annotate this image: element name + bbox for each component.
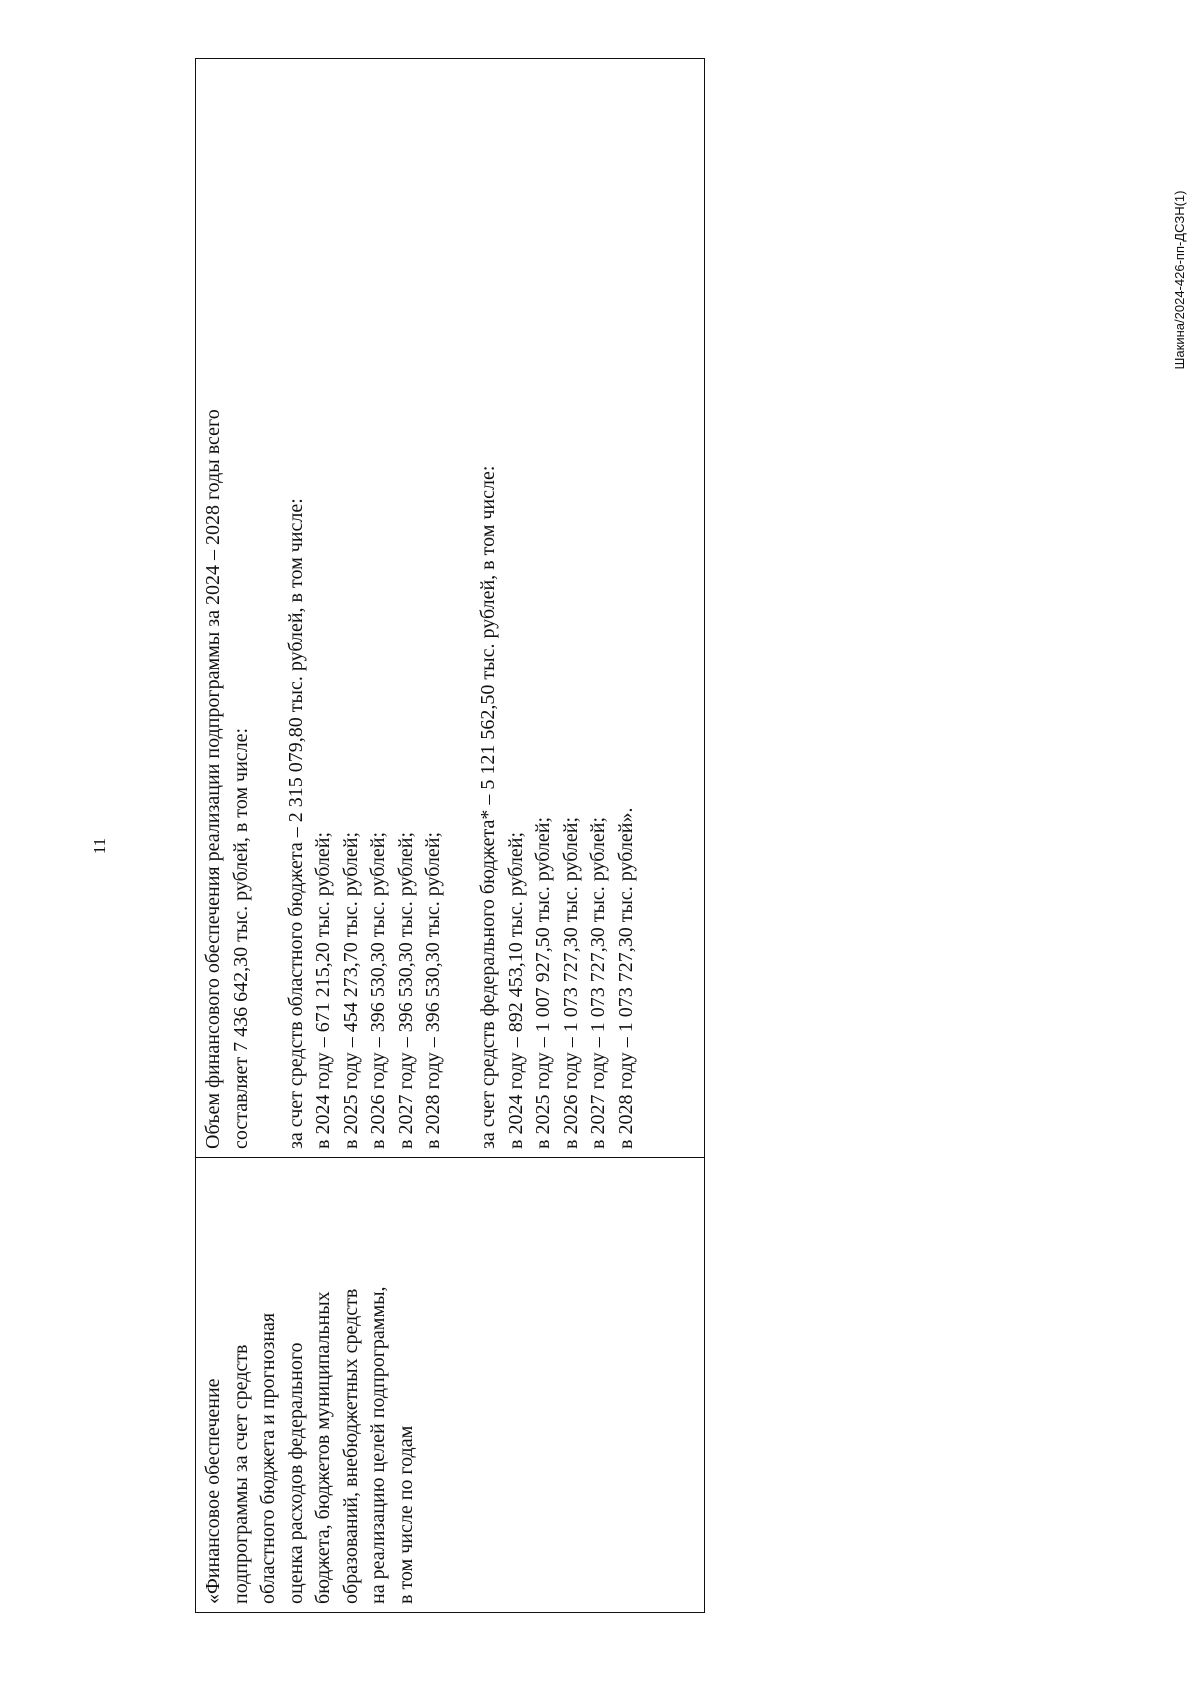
label-line: «Финансовое обеспечение [202,1378,224,1604]
total-line: Объем финансового обеспечения реализации подпрограммы за 2024 – 2028 годы всего [202,409,224,1149]
financing-table-wrapper [195,93,705,1613]
blank-line [255,67,283,1149]
document-id: Шакина/2024-426-пп-ДСЗН(1) [1172,190,1187,370]
regional-year-line: в 2027 году – 396 530,30 тыс. рублей; [394,831,417,1149]
federal-year-line: в 2026 году – 1 073 727,30 тыс. рублей; [559,816,582,1149]
label-line: образований, внебюджетных средств [339,1288,362,1604]
federal-year-line: в 2027 году – 1 073 727,30 тыс. рублей; [587,816,609,1149]
label-line: оценка расходов федерального [284,1342,307,1604]
financing-values-cell [196,59,705,1158]
federal-year-line: в 2024 году – 892 453,10 тыс. рублей; [504,831,527,1149]
label-line: бюджета, бюджетов муниципальных [312,1291,334,1604]
blank-line [448,67,476,1149]
federal-budget-header: за счет средств федерального бюджета* – 5 121 562,50 тыс. рублей, в том числе: [477,465,499,1149]
financing-table [195,58,705,1613]
regional-year-line: в 2024 году – 671 215,20 тыс. рублей; [312,831,334,1149]
page-number: 11 [90,837,109,855]
regional-year-line: в 2025 году – 454 273,70 тыс. рублей; [339,831,362,1149]
total-line: составляет 7 436 642,30 тыс. рублей, в том числе: [229,727,252,1149]
label-line: подпрограммы за счет средств [229,1344,252,1604]
label-line: на реализацию целей подпрограммы, [367,1286,389,1604]
label-line: в том числе по годам [394,1425,417,1604]
regional-year-line: в 2026 году – 396 530,30 тыс. рублей; [367,831,389,1149]
label-line: областного бюджета и прогнозная [257,1312,279,1604]
regional-budget-header: за счет средств областного бюджета – 2 315 079,80 тыс. рублей, в том числе: [284,498,307,1149]
federal-year-line: в 2025 году – 1 007 927,50 тыс. рублей; [532,816,554,1149]
table-row [196,59,705,1613]
financing-label-cell [196,1158,705,1613]
regional-year-line: в 2028 году – 396 530,30 тыс. рублей; [422,831,444,1149]
federal-year-line: в 2028 году – 1 073 727,30 тыс. рублей». [614,807,637,1149]
